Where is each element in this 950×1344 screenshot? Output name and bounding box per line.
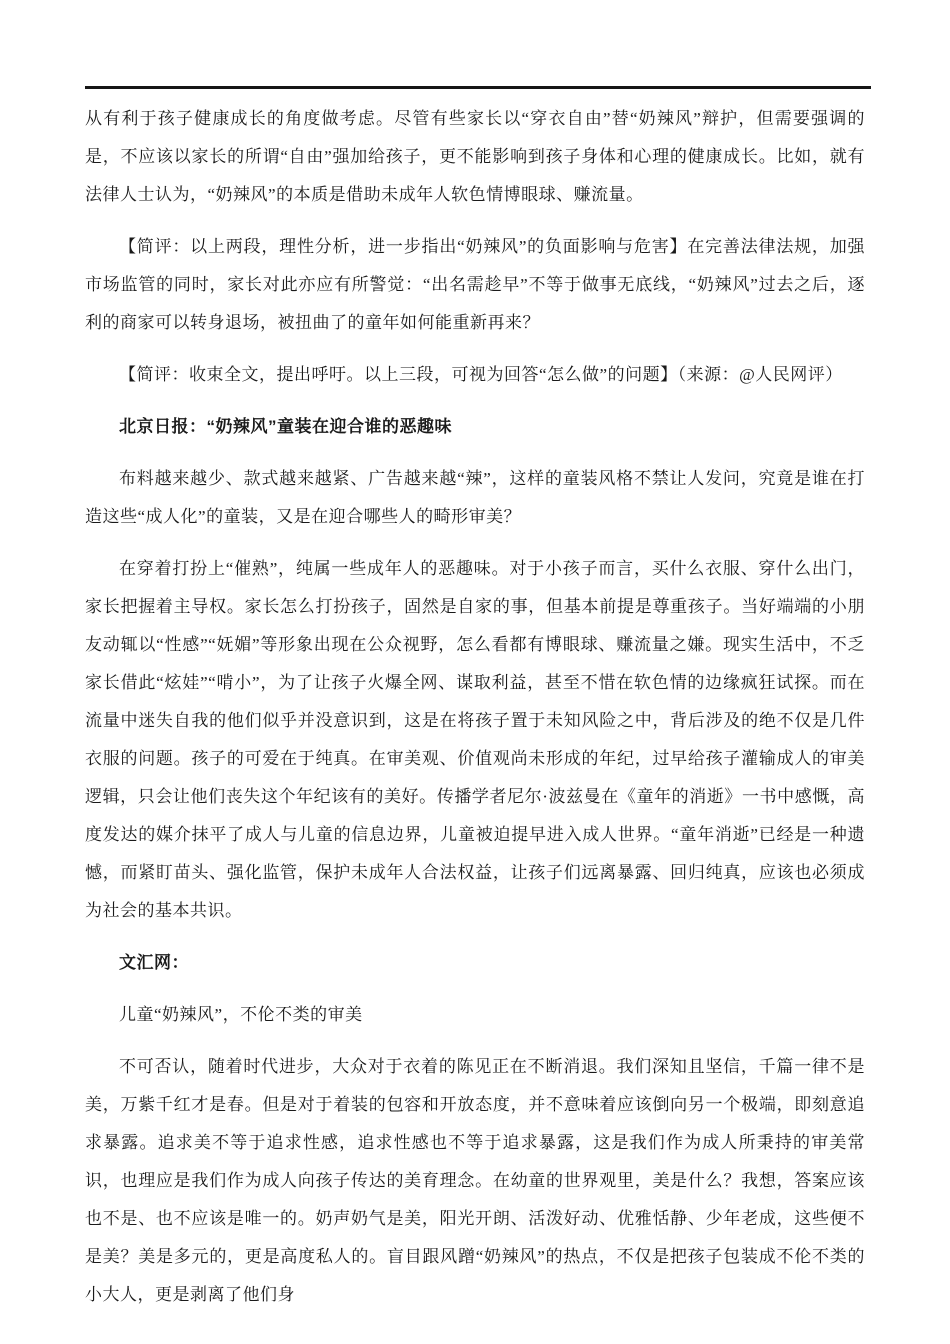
document-body — [85, 100, 865, 1328]
paragraph-beijing-daily-intro: 布料越来越少、款式越来越紧、广告越来越“辣”，这样的童装风格不禁让人发问，究竟是谁在打造这些“成人化”的童装，又是在迎合哪些人的畸形审美？ — [85, 469, 865, 526]
paragraph-continued-from-previous-page: 从有利于孩子健康成长的角度做考虑。尽管有些家长以“穿衣自由”替“奶辣风”辩护，但需要强调的是，不应该以家长的所谓“自由”强加给孩子，更不能影响到孩子身体和心理的健康成长。比如，就有法律人士认为，“奶辣风”的本质是借助未成年人软色情博眼球、赚流量。 — [85, 109, 865, 204]
heading-wenhui-net: 文汇网： — [119, 953, 189, 972]
heading-beijing-daily: 北京日报：“奶辣风”童装在迎合谁的恶趣味 — [119, 417, 452, 436]
header-rule — [85, 86, 871, 89]
paragraph-wenhui-body: 不可否认，随着时代进步，大众对于衣着的陈见正在不断消退。我们深知且坚信，千篇一律不是美，万紫千红才是春。但是对于着装的包容和开放态度，并不意味着应该倒向另一个极端，即刻意追求暴露。追求美不等于追求性感，追求性感也不等于追求暴露，这是我们作为成人所秉持的审美常识，也理应是我们作为成人向孩子传达的美育理念。在幼童的世界观里，美是什么？我想，答案应该也不是、也不应该是唯一的。奶声奶气是美，阳光开朗、活泼好动、优雅恬静、少年老成，这些便不是美？美是多元的，更是高度私人的。盲目跟风蹭“奶辣风”的热点，不仅是把孩子包装成不伦不类的小大人，更是剥离了他们身 — [85, 1057, 865, 1304]
commentary-paragraph-negative-impact: 【简评：以上两段，理性分析，进一步指出“奶辣风”的负面影响与危害】在完善法律法规，加强市场监管的同时，家长对此亦应有所警觉：“出名需趁早”不等于做事无底线，“奶辣风”过去之后，逐利的商家可以转身退场，被扭曲了的童年如何能重新再来？ — [85, 237, 865, 332]
paragraph-beijing-daily-body: 在穿着打扮上“催熟”，纯属一些成年人的恶趣味。对于小孩子而言，买什么衣服、穿什么出门，家长把握着主导权。家长怎么打扮孩子，固然是自家的事，但基本前提是尊重孩子。当好端端的小朋友动辄以“性感”“妩媚”等形象出现在公众视野，怎么看都有博眼球、赚流量之嫌。现实生活中，不乏家长借此“炫娃”“啃小”，为了让孩子火爆全网、谋取利益，甚至不惜在软色情的边缘疯狂试探。而在流量中迷失自我的他们似乎并没意识到，这是在将孩子置于未知风险之中，背后涉及的绝不仅是几件衣服的问题。孩子的可爱在于纯真。在审美观、价值观尚未形成的年纪，过早给孩子灌输成人的审美逻辑，只会让他们丧失这个年纪该有的美好。传播学者尼尔·波兹曼在《童年的消逝》一书中感慨，高度发达的媒介抹平了成人与儿童的信息边界，儿童被迫提早进入成人世界。“童年消逝”已经是一种遗憾，而紧盯苗头、强化监管，保护未成年人合法权益，让孩子们远离暴露、回归纯真，应该也必须成为社会的基本共识。 — [85, 559, 865, 920]
paragraph-wenhui-subtitle: 儿童“奶辣风”，不伦不类的审美 — [119, 1005, 363, 1024]
commentary-paragraph-conclusion-source: 【简评：收束全文，提出呼吁。以上三段，可视为回答“怎么做”的问题】（来源：@人民网评） — [119, 365, 843, 384]
